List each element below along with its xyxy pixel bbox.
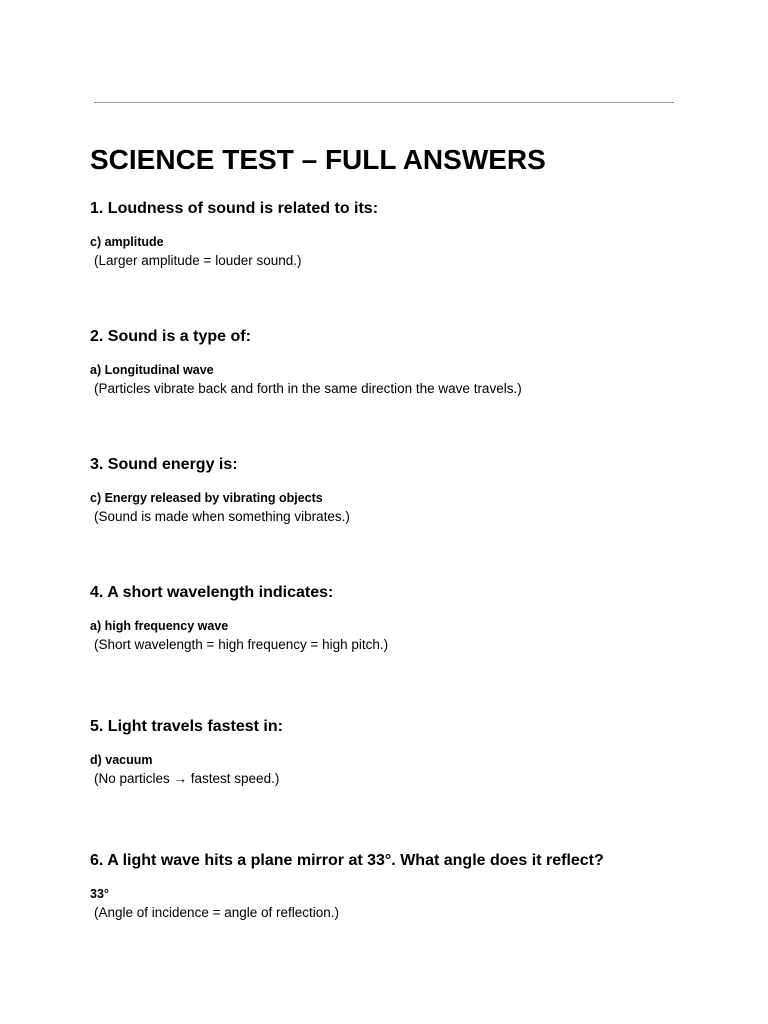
answer-explanation: (Particles vibrate back and forth in the same direction the wave travels.) — [94, 381, 522, 396]
question-1 — [90, 198, 730, 270]
question-heading: 2. Sound is a type of: — [90, 328, 251, 345]
question-5 — [90, 716, 730, 788]
answer-explanation: (Short wavelength = high frequency = high pitch.) — [94, 637, 389, 652]
answer-explanation: (No particles → fastest speed.) — [94, 771, 280, 786]
question-heading: 4. A short wavelength indicates: — [90, 584, 334, 601]
question-2 — [90, 326, 730, 398]
answer-text: a) Longitudinal wave — [90, 363, 214, 377]
answer-text: c) Energy released by vibrating objects — [90, 491, 323, 505]
answer-explanation: (Angle of incidence = angle of reflection.) — [94, 905, 340, 920]
question-4 — [90, 582, 730, 654]
answer-text: d) vacuum — [90, 753, 153, 767]
question-heading: 1. Loudness of sound is related to its: — [90, 200, 379, 217]
answer-text: 33° — [90, 887, 109, 901]
question-heading: 5. Light travels fastest in: — [90, 718, 283, 735]
question-3 — [90, 454, 730, 526]
answer-text: c) amplitude — [90, 235, 164, 249]
answer-explanation: (Sound is made when something vibrates.) — [94, 509, 350, 524]
question-6 — [90, 850, 730, 922]
document-title: SCIENCE TEST – FULL ANSWERS — [90, 144, 546, 175]
answer-explanation: (Larger amplitude = louder sound.) — [94, 253, 302, 268]
answer-text: a) high frequency wave — [90, 619, 229, 633]
top-divider — [94, 102, 674, 103]
question-heading: 3. Sound energy is: — [90, 456, 238, 473]
question-heading: 6. A light wave hits a plane mirror at 33°. What angle does it reflect? — [90, 852, 604, 869]
